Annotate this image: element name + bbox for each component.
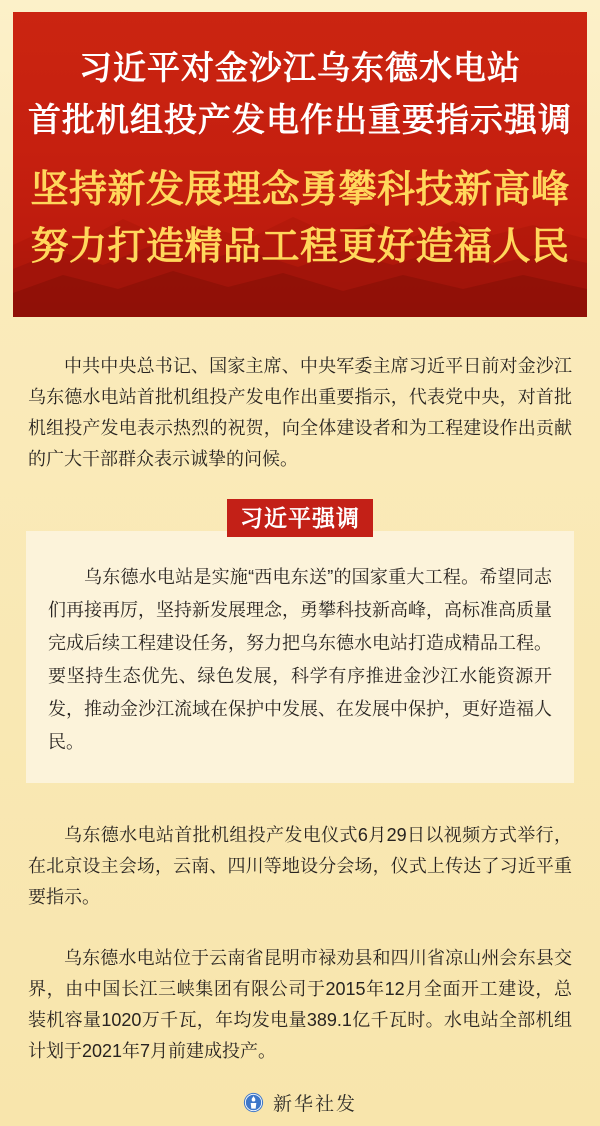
quote-card	[26, 531, 574, 783]
paragraph-ceremony: 乌东德水电站首批机组投产发电仪式6月29日以视频方式举行，在北京设主会场，云南、四川等地设分会场，仪式上传达了习近平重要指示。	[28, 825, 572, 907]
hero-banner	[13, 12, 587, 317]
xinhua-emblem-icon	[243, 1092, 264, 1113]
article-body	[0, 351, 600, 1116]
paragraph-project-facts: 乌东德水电站位于云南省昆明市禄劝县和四川省凉山州会东县交界，由中国长江三峡集团有限公司于2015年12月全面开工建设，总装机容量1020万千瓦，年均发电量389.1亿千瓦时。水电站全部机组计划于2021年7月前建成投产。	[28, 948, 572, 1061]
footer-credit	[0, 1089, 600, 1116]
paragraph-announcement: 中共中央总书记、国家主席、中央军委主席习近平日前对金沙江乌东德水电站首批机组投产发电作出重要指示，代表党中央，对首批机组投产发电表示热烈的祝贺，向全体建设者和为工程建设作出贡献的广大干部群众表示诚挚的问候。	[28, 356, 572, 469]
headline-line-1: 习近平对金沙江乌东德水电站	[79, 49, 521, 86]
headline-slogan-line-2: 努力打造精品工程更好造福人民	[30, 226, 570, 268]
xi-emphasized-badge: 习近平强调	[227, 499, 373, 537]
quote-text: 乌东德水电站是实施“西电东送”的国家重大工程。希望同志们再接再厉，坚持新发展理念，勇攀科技新高峰，高标准高质量完成后续工程建设任务，努力把乌东德水电站打造成精品工程。要坚持生态优先、绿色发展，科学有序推进金沙江水能资源开发，推动金沙江流域在保护中发展、在发展中保护，更好造福人民。	[48, 567, 552, 752]
headline-line-2: 首批机组投产发电作出重要指示强调	[28, 101, 572, 138]
credit-text: 新华社发	[272, 1094, 357, 1115]
headline-slogan-line-1: 坚持新发展理念勇攀科技新高峰	[30, 169, 570, 211]
headline-block	[13, 12, 587, 276]
